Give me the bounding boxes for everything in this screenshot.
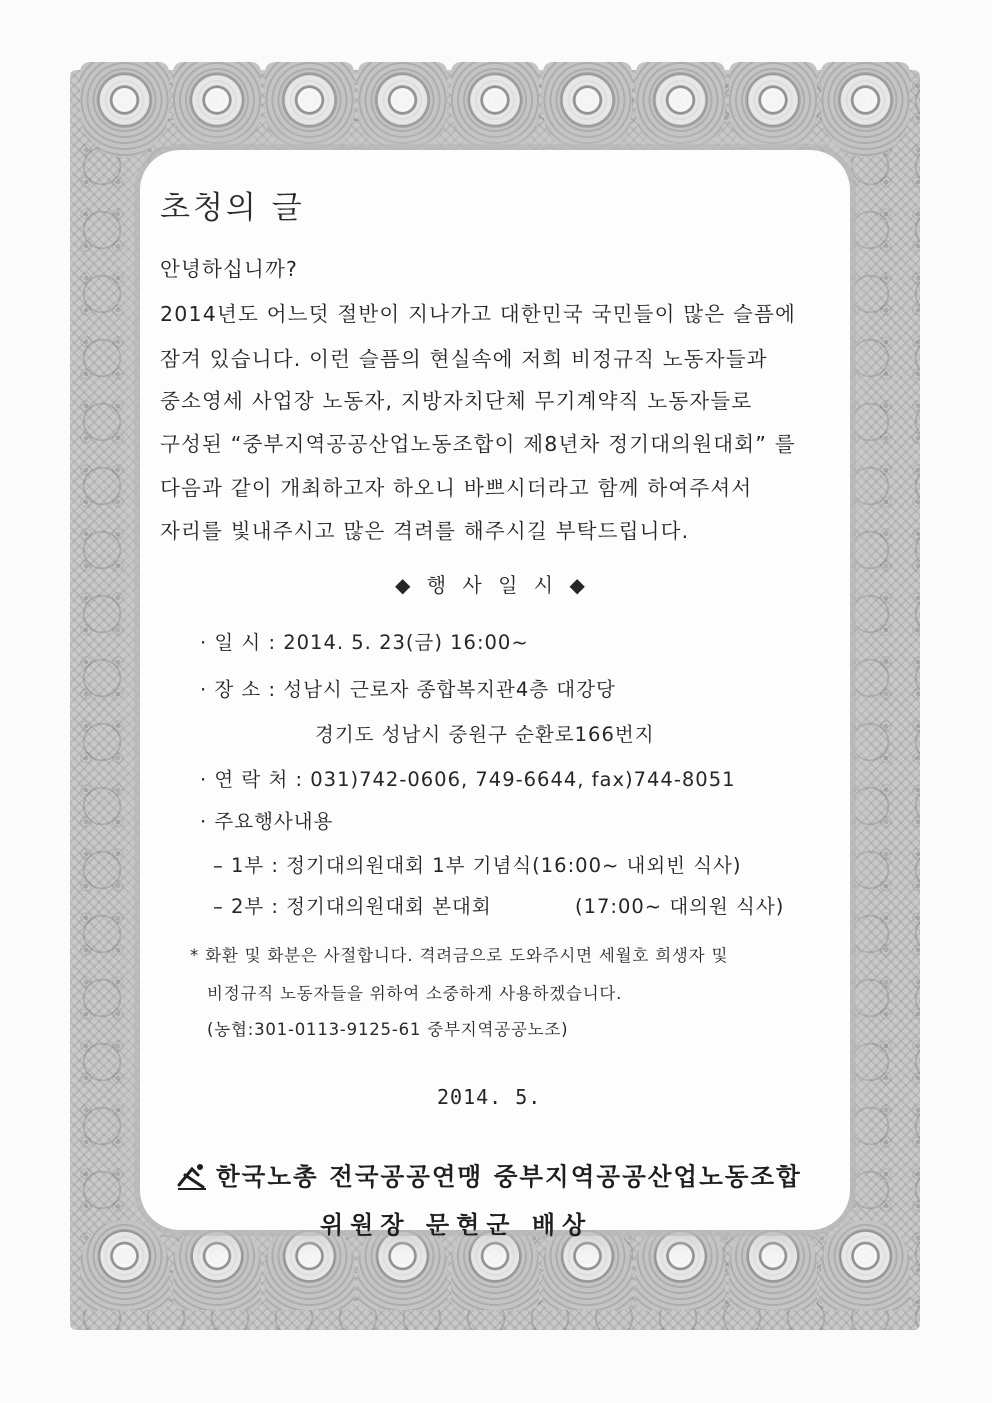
scallop-ornament [729, 1220, 818, 1310]
scallop-ornament [821, 62, 910, 157]
bank-account-note: (농협:301-0113-9125-61 중부지역공공노조) [207, 1020, 569, 1039]
section-heading: ◆ 행 사 일 시 ◆ [395, 573, 590, 597]
program-part2-time: (17:00~ 대의원 식사) [575, 895, 785, 918]
paragraph-line: 자리를 빛내주시고 많은 격려를 해주시길 부탁드립니다. [160, 519, 690, 543]
program-part1: – 1부 : 정기대의원대회 1부 기념식(16:00~ 내외빈 식사) [213, 854, 742, 877]
event-contact: · 연 락 처 : 031)742-0606, 749-6644, fax)744-8051 [200, 768, 736, 791]
scallop-ornament [173, 62, 262, 157]
program-label: · 주요행사내용 [200, 810, 334, 833]
organization-line [176, 1158, 802, 1193]
scallop-ornament [821, 1220, 910, 1310]
paragraph-line: 중소영세 사업장 노동자, 지방자치단체 무기계약직 노동자들로 [160, 389, 753, 413]
event-venue: · 장 소 : 성남시 근로자 종합복지관4층 대강당 [200, 678, 616, 701]
paragraph-line: 2014년도 어느덧 절반이 지나가고 대한민국 국민들이 많은 슬픔에 [160, 302, 797, 326]
scallop-ornament [80, 1220, 169, 1310]
scallop-ornament [636, 62, 725, 157]
note-line: 비정규직 노동자들을 위하여 소중하게 사용하겠습니다. [207, 984, 623, 1003]
scallop-ornament [358, 62, 447, 157]
page-title: 초청의 글 [160, 190, 305, 226]
paragraph-line: 잠겨 있습니다. 이런 슬픔의 현실속에 저희 비정규직 노동자들과 [160, 347, 768, 371]
event-address: 경기도 성남시 중원구 순환로166번지 [315, 723, 655, 746]
event-datetime: · 일 시 : 2014. 5. 23(금) 16:00~ [200, 631, 529, 654]
greeting-text: 안녕하십니까? [160, 257, 299, 281]
scallop-ornament [173, 1220, 262, 1310]
organization-name: 한국노총 전국공공연맹 중부지역공공산업노동조합 [216, 1162, 802, 1191]
scallop-ornament [636, 1220, 725, 1310]
scallop-ornament [80, 62, 169, 157]
union-logo-icon [176, 1161, 210, 1191]
issue-date: 2014. 5. [437, 1085, 542, 1109]
scallop-ornament [543, 62, 632, 157]
scallop-ornament [729, 62, 818, 157]
paragraph-line: 다음과 같이 개최하고자 하오니 바쁘시더라고 함께 하여주셔서 [160, 476, 753, 500]
program-part2: – 2부 : 정기대의원대회 본대회 [213, 895, 492, 918]
scallop-ornament [265, 62, 354, 157]
paragraph-line: 구성된 “중부지역공공산업노동조합이 제8년차 정기대의원대회” 를 [160, 432, 796, 456]
note-line: * 화환 및 화분은 사절합니다. 격려금으로 도와주시면 세월호 희생자 및 [190, 946, 729, 965]
signer-line: 위원장 문현군 배상 [320, 1211, 593, 1239]
scallop-ornament [451, 62, 540, 157]
